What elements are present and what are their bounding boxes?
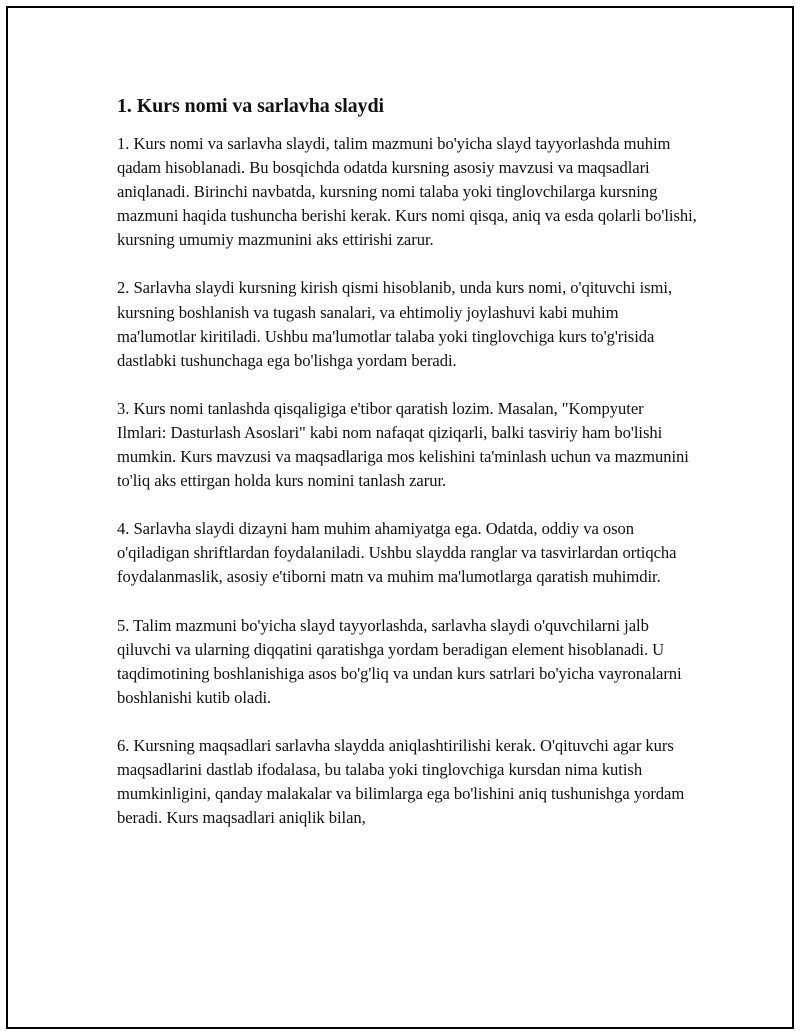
paragraph-3: 3. Kurs nomi tanlashda qisqaligiga e'tibor qaratish lozim. Masalan, "Kompyuter Ilmlari: Dasturlash Asoslari" kabi nom nafaqat qiziqarli, balki tasviriy ham bo'lishi mumkin. Kurs mavzusi va maqsadlariga mos kelishini ta'minlash uchun va mazmunini to'liq aks ettirgan holda kurs nomini tanlash zarur. (117, 398, 689, 491)
paragraph-5: 5. Talim mazmuni bo'yicha slayd tayyorlashda, sarlavha slaydi o'quvchilarni jalb qiluvchi va ularning diqqatini qaratishga yordam beradigan element hisoblanadi. U taqdimotining boshlanishiga asos bo'g'liq va undan kurs satrlari bo'yicha vayronalarni boshlanishi kutib oladi. (117, 615, 682, 707)
document-title: 1. Kurs nomi va sarlavha slaydi (117, 95, 384, 117)
paragraph-2: 2. Sarlavha slaydi kursning kirish qismi hisoblanib, unda kurs nomi, o'qituvchi ismi, kursning boshlanish va tugash sanalari, va ehtimoliy joylashuvi kabi muhim ma'lumotlar kiritiladi. Ushbu ma'lumotlar talaba yoki tinglovchiga kurs to'g'risida dastlabki tushunchaga ega bo'lishga yordam beradi. (117, 278, 673, 370)
document-body (117, 92, 697, 854)
paragraph-6: 6. Kursning maqsadlari sarlavha slaydda aniqlashtirilishi kerak. O'qituvchi agar kurs maqsadlarini dastlab ifodalasa, bu talaba yoki tinglovchiga kursdan nima kutish mumkinligini, qanday malakalar va bilimlarga ega bo'lishini aniq tushunishga yordam beradi. Kurs maqsadlari aniqlik bilan, (117, 735, 685, 828)
paragraph-1: 1. Kurs nomi va sarlavha slaydi, talim mazmuni bo'yicha slayd tayyorlashda muhim qadam hisoblanadi. Bu bosqichda odatda kursning asosiy mavzusi va maqsadlari aniqlanadi. Birinchi navbatda, kursning nomi talaba yoki tinglovchilarga kursning mazmuni haqida tushuncha berishi kerak. Kurs nomi qisqa, aniq va esda qolarli bo'lishi, kursning umumiy mazmunini aks ettirishi zarur. (117, 134, 697, 250)
paragraph-4: 4. Sarlavha slaydi dizayni ham muhim ahamiyatga ega. Odatda, oddiy va oson o'qiladigan shriftlardan foydalaniladi. Ushbu slaydda ranglar va tasvirlardan ortiqcha foydalanmaslik, asosiy e'tiborni matn va muhim ma'lumotlarga qaratish muhimdir. (117, 519, 677, 587)
